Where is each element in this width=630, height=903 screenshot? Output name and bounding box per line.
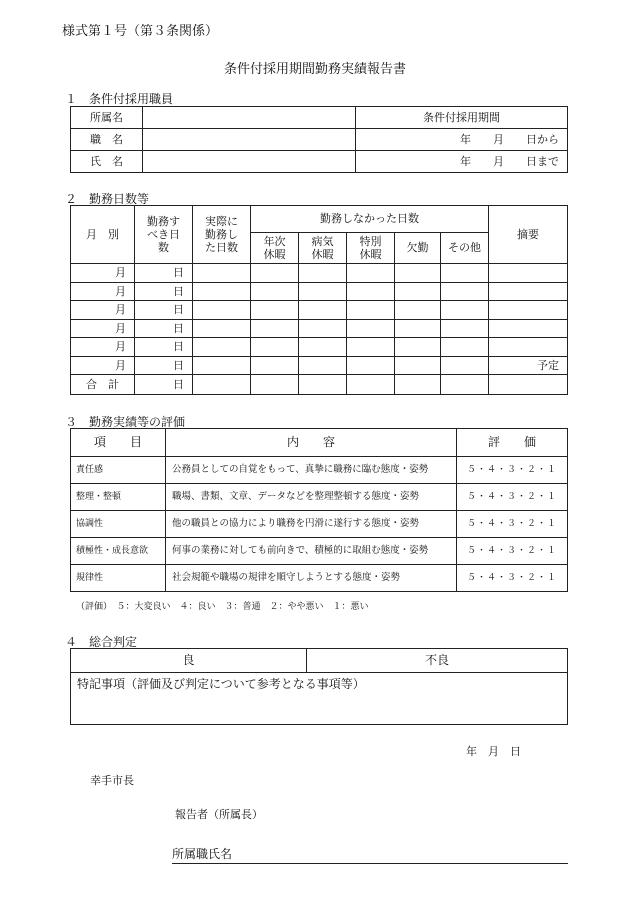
section3-heading: ３ 勤務実績等の評価 <box>65 415 186 429</box>
month-row <box>71 264 568 283</box>
evaluation-row <box>71 538 568 565</box>
day-count-cell[interactable] <box>193 319 251 338</box>
judgement-table <box>70 648 568 725</box>
day-count-cell[interactable] <box>251 301 299 320</box>
total-day-unit[interactable]: 日 <box>135 375 193 395</box>
period-header: 条件付採用期間 <box>356 107 568 129</box>
month-cell[interactable]: 月 <box>71 264 135 283</box>
label-name: 氏 名 <box>71 151 143 173</box>
evaluation-rating[interactable]: ５・４・３・２・１ <box>457 538 568 565</box>
remarks-cell[interactable] <box>489 301 568 320</box>
col-special-leave: 特別休暇 <box>347 233 395 264</box>
col-absent-group: 勤務しなかった日数 <box>251 206 489 233</box>
attendance-table <box>70 205 568 395</box>
evaluation-row <box>71 457 568 484</box>
day-count-cell[interactable] <box>193 356 251 375</box>
total-label: 合 計 <box>71 375 135 395</box>
officer-name-field[interactable]: 所属職氏名 <box>172 845 568 864</box>
month-cell[interactable]: 月 <box>71 338 135 357</box>
evaluation-item: 整理・整頓 <box>71 484 166 511</box>
day-count-cell[interactable] <box>347 338 395 357</box>
day-count-cell[interactable] <box>193 282 251 301</box>
month-cell[interactable]: 月 <box>71 319 135 338</box>
remarks-cell[interactable] <box>489 338 568 357</box>
required-days-cell[interactable]: 日 <box>135 264 193 283</box>
evaluation-rating[interactable]: ５・４・３・２・１ <box>457 457 568 484</box>
evaluation-content: 社会規範や職場の規律を順守しようとする態度・姿勢 <box>166 565 457 592</box>
day-count-cell[interactable] <box>395 356 441 375</box>
day-count-cell[interactable] <box>347 282 395 301</box>
section4-heading: ４ 総合判定 <box>65 635 138 649</box>
evaluation-content: 他の職員との協力により職務を円滑に遂行する態度・姿勢 <box>166 511 457 538</box>
col-item: 項 目 <box>71 429 166 457</box>
required-days-cell[interactable]: 日 <box>135 301 193 320</box>
rating-legend: （評価） ５：大変良い ４：良い ３：普通 ２：やや悪い １：悪い <box>76 602 369 612</box>
day-count-cell[interactable] <box>395 319 441 338</box>
report-date[interactable]: 年 月 日 <box>466 745 521 758</box>
evaluation-rating[interactable]: ５・４・３・２・１ <box>457 484 568 511</box>
required-days-cell[interactable]: 日 <box>135 282 193 301</box>
evaluation-content: 職場、書類、文章、データなどを整理整頓する態度・姿勢 <box>166 484 457 511</box>
day-count-cell[interactable] <box>299 264 347 283</box>
day-count-cell[interactable] <box>347 319 395 338</box>
day-count-cell[interactable] <box>347 356 395 375</box>
day-count-cell[interactable] <box>395 338 441 357</box>
affiliation-field[interactable] <box>143 107 356 129</box>
evaluation-content: 公務員としての自覚をもって、真摯に職務に臨む態度・姿勢 <box>166 457 457 484</box>
day-count-cell[interactable] <box>193 264 251 283</box>
evaluation-row <box>71 511 568 538</box>
month-row <box>71 356 568 375</box>
day-count-cell[interactable] <box>395 301 441 320</box>
day-count-cell[interactable] <box>299 338 347 357</box>
judgement-good[interactable]: 良 <box>71 649 307 673</box>
day-count-cell[interactable] <box>251 264 299 283</box>
col-required-days: 勤務すべき日数 <box>135 206 193 264</box>
day-count-cell[interactable] <box>193 338 251 357</box>
evaluation-table <box>70 428 568 592</box>
col-month: 月 別 <box>71 206 135 264</box>
period-from[interactable]: 年 月 日から <box>356 129 568 151</box>
evaluation-content: 何事の業務に対しても前向きで、積極的に取組む態度・姿勢 <box>166 538 457 565</box>
month-row <box>71 301 568 320</box>
day-count-cell[interactable] <box>299 282 347 301</box>
remarks-cell[interactable] <box>489 319 568 338</box>
evaluation-item: 積極性・成長意欲 <box>71 538 166 565</box>
col-remarks: 摘要 <box>489 206 568 264</box>
month-cell[interactable]: 月 <box>71 282 135 301</box>
period-to[interactable]: 年 月 日まで <box>356 151 568 173</box>
judgement-not-good[interactable]: 不良 <box>307 649 568 673</box>
evaluation-item: 規律性 <box>71 565 166 592</box>
reporter-label: 報告者（所属長） <box>175 808 263 821</box>
evaluation-row <box>71 565 568 592</box>
label-position: 職 名 <box>71 129 143 151</box>
document-title: 条件付採用期間勤務実績報告書 <box>223 62 406 77</box>
addressee: 幸手市長 <box>90 774 134 787</box>
day-count-cell[interactable] <box>347 264 395 283</box>
day-count-cell[interactable] <box>441 356 489 375</box>
day-count-cell[interactable] <box>251 356 299 375</box>
day-count-cell[interactable] <box>299 319 347 338</box>
day-count-cell[interactable] <box>299 301 347 320</box>
form-number: 様式第１号（第３条関係） <box>62 24 219 39</box>
employee-table <box>70 106 568 173</box>
remarks-cell[interactable] <box>489 282 568 301</box>
remarks-cell[interactable]: 予定 <box>489 356 568 375</box>
remarks-cell[interactable] <box>489 264 568 283</box>
day-count-cell[interactable] <box>441 301 489 320</box>
day-count-cell[interactable] <box>441 282 489 301</box>
day-count-cell[interactable] <box>441 338 489 357</box>
position-field[interactable] <box>143 129 356 151</box>
col-absence: 欠勤 <box>395 233 441 264</box>
day-count-cell[interactable] <box>395 264 441 283</box>
name-field[interactable] <box>143 151 356 173</box>
evaluation-rating[interactable]: ５・４・３・２・１ <box>457 565 568 592</box>
col-annual-leave: 年次休暇 <box>251 233 299 264</box>
day-count-cell[interactable] <box>299 356 347 375</box>
month-cell[interactable]: 月 <box>71 356 135 375</box>
col-rating: 評 価 <box>457 429 568 457</box>
day-count-cell[interactable] <box>441 319 489 338</box>
col-actual-days: 実際に勤務した日数 <box>193 206 251 264</box>
col-sick-leave: 病気休暇 <box>299 233 347 264</box>
special-notes[interactable]: 特記事項（評価及び判定について参考となる事項等） <box>71 673 568 725</box>
required-days-cell[interactable]: 日 <box>135 319 193 338</box>
evaluation-item: 協調性 <box>71 511 166 538</box>
required-days-cell[interactable]: 日 <box>135 338 193 357</box>
evaluation-row <box>71 484 568 511</box>
day-count-cell[interactable] <box>347 301 395 320</box>
day-count-cell[interactable] <box>193 301 251 320</box>
required-days-cell[interactable]: 日 <box>135 356 193 375</box>
day-count-cell[interactable] <box>251 319 299 338</box>
day-count-cell[interactable] <box>441 264 489 283</box>
day-count-cell[interactable] <box>395 282 441 301</box>
section2-heading: ２ 勤務日数等 <box>65 192 150 206</box>
evaluation-item: 責任感 <box>71 457 166 484</box>
col-other: その他 <box>441 233 489 264</box>
month-row <box>71 338 568 357</box>
month-row <box>71 282 568 301</box>
day-count-cell[interactable] <box>251 282 299 301</box>
month-row <box>71 319 568 338</box>
evaluation-rating[interactable]: ５・４・３・２・１ <box>457 511 568 538</box>
col-content: 内 容 <box>166 429 457 457</box>
label-affiliation: 所属名 <box>71 107 143 129</box>
month-cell[interactable]: 月 <box>71 301 135 320</box>
section1-heading: １ 条件付採用職員 <box>65 92 174 106</box>
day-count-cell[interactable] <box>251 338 299 357</box>
